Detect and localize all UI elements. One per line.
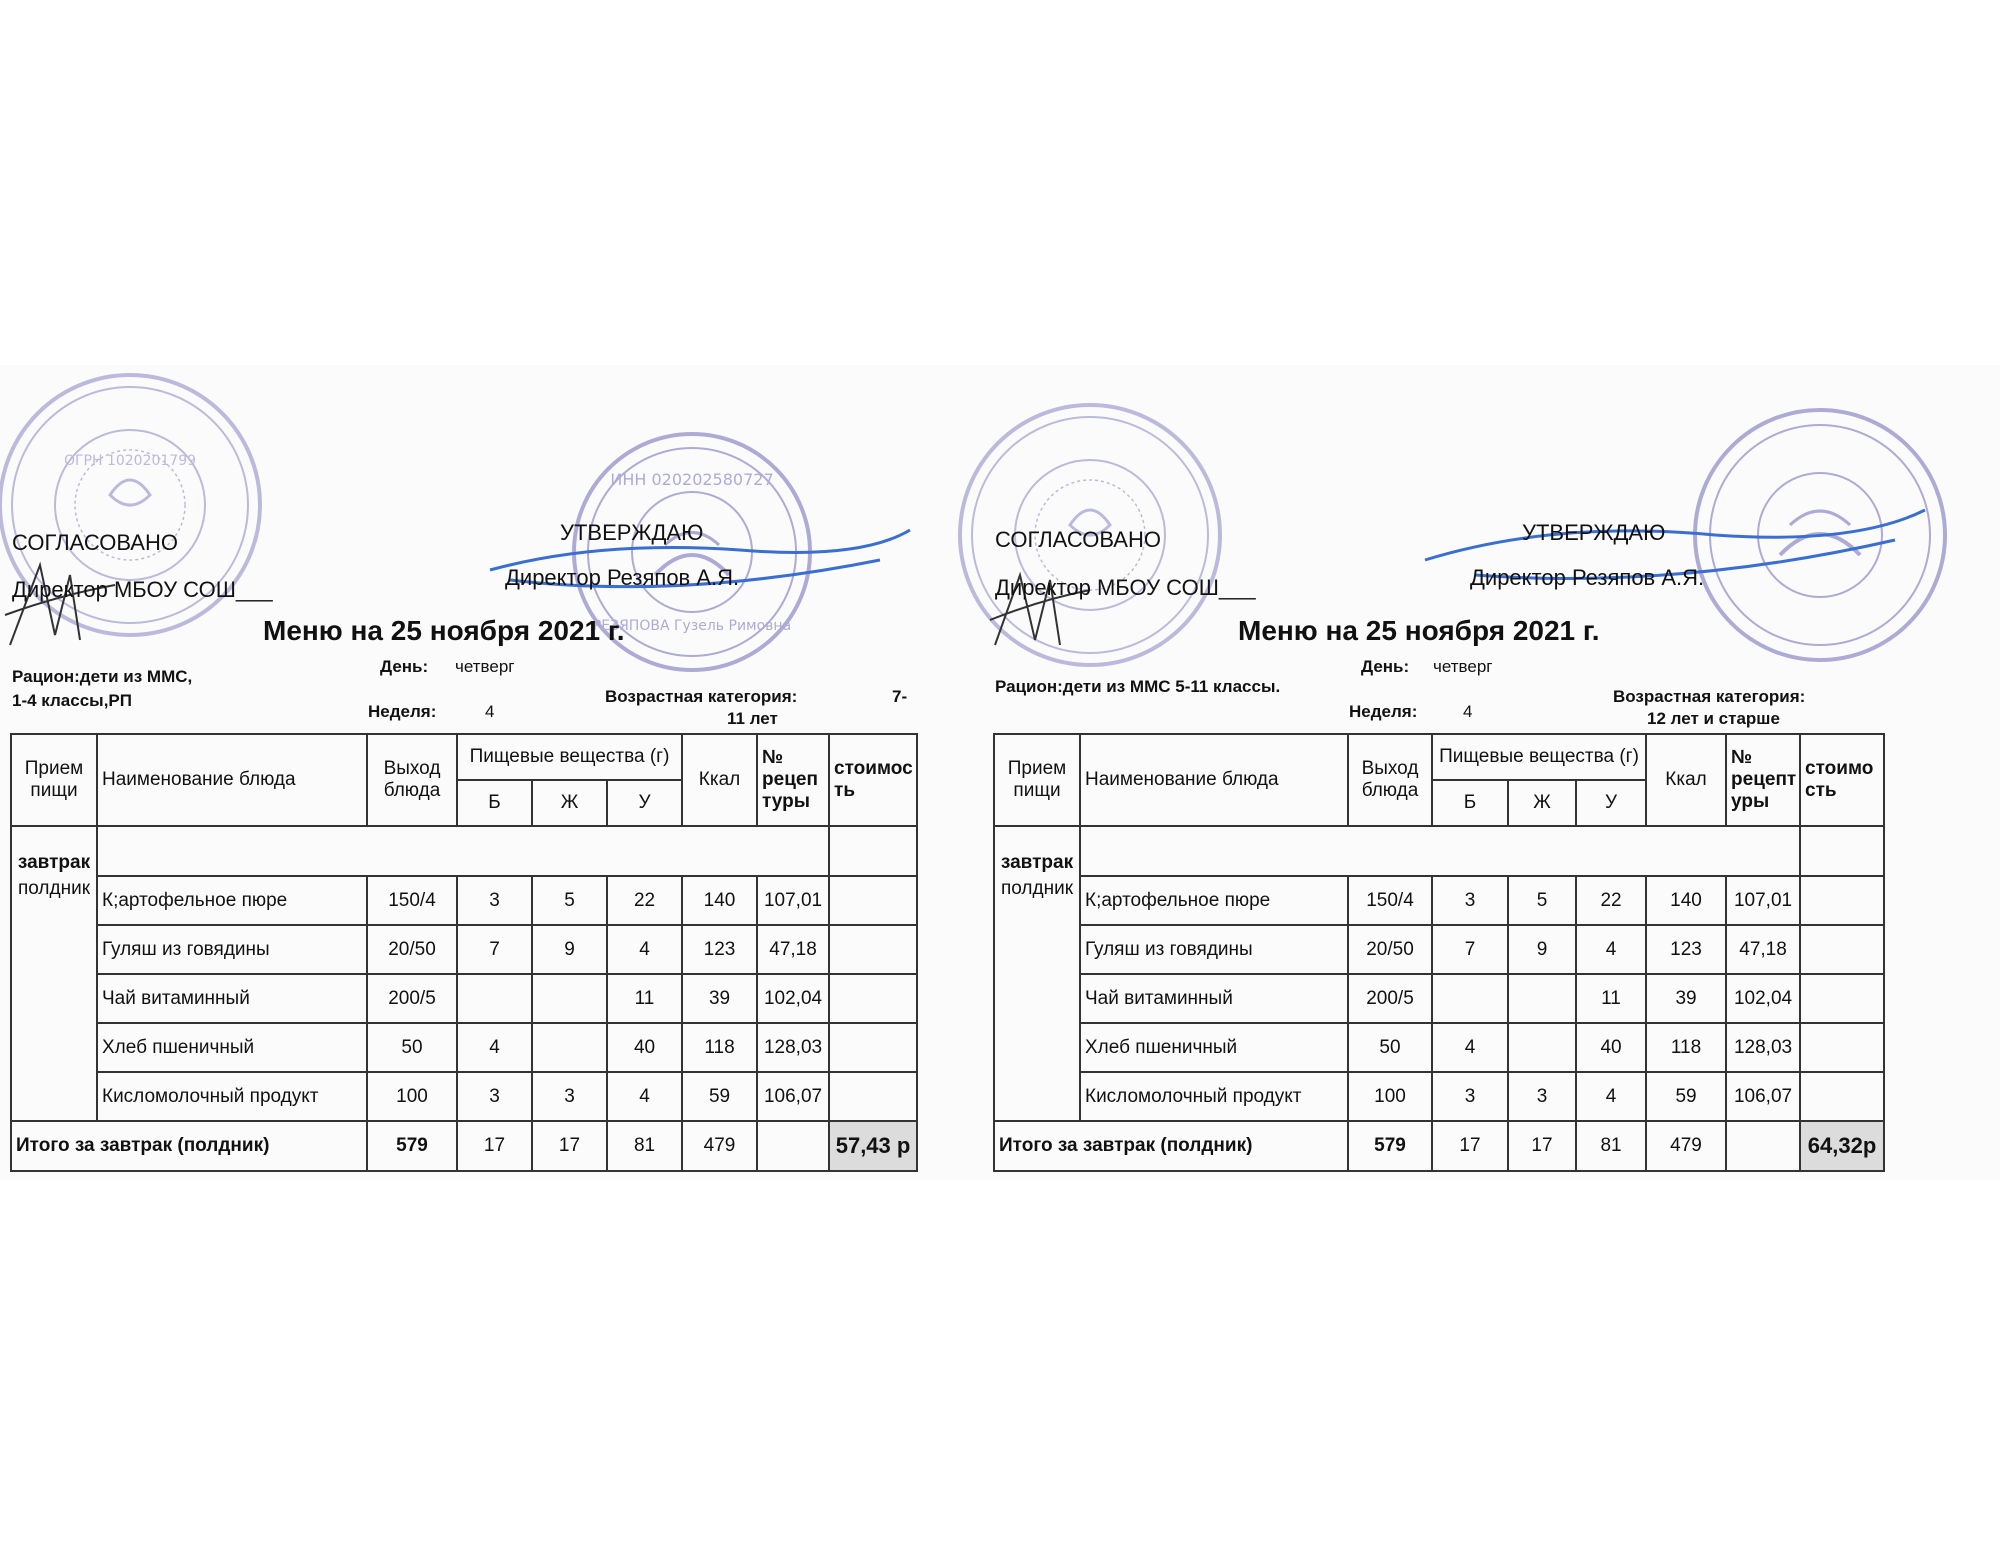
total-fat: 17: [1508, 1121, 1576, 1171]
col-header-cost: стоимо сть: [1800, 734, 1884, 826]
dish-yield: 200/5: [367, 974, 457, 1023]
dish-fat: 9: [1508, 925, 1576, 974]
dish-protein: 3: [457, 876, 532, 925]
total-carbs: 81: [607, 1121, 682, 1171]
total-row: [994, 1121, 1884, 1171]
dish-yield: 150/4: [1348, 876, 1432, 925]
menu-table: [10, 733, 918, 1172]
dish-kcal: 118: [1646, 1023, 1726, 1072]
col-header-dish: Наименование блюда: [1080, 734, 1348, 826]
col-header-fat: Ж: [532, 780, 607, 826]
col-header-cost: стоимос ть: [829, 734, 917, 826]
total-yield: 579: [367, 1121, 457, 1171]
col-header-kcal: Ккал: [682, 734, 757, 826]
col-header-recipe: № рецеп туры: [757, 734, 829, 826]
col-header-protein: Б: [1432, 780, 1508, 826]
age-category-label: Возрастная категория:: [1613, 687, 1806, 706]
dish-fat: [532, 974, 607, 1023]
dish-kcal: 39: [1646, 974, 1726, 1023]
dish-name: Кисломолочный продукт: [97, 1072, 367, 1121]
day-value: четверг: [455, 657, 515, 676]
approver-name: Директор Резяпов А.Я.: [505, 565, 740, 590]
dish-fat: 5: [1508, 876, 1576, 925]
col-header-yield: Выход блюда: [1348, 734, 1432, 826]
dish-recipe: 128,03: [757, 1023, 829, 1072]
dish-name: Гуляш из говядины: [97, 925, 367, 974]
dish-protein: 3: [1432, 876, 1508, 925]
table-row: [11, 974, 917, 1023]
total-recipe: [757, 1121, 829, 1171]
dish-yield: 150/4: [367, 876, 457, 925]
col-header-dish: Наименование блюда: [97, 734, 367, 826]
table-row: [994, 876, 1884, 925]
dish-fat: 9: [532, 925, 607, 974]
dish-kcal: 140: [1646, 876, 1726, 925]
dish-carbs: 11: [607, 974, 682, 1023]
dish-recipe: 106,07: [1726, 1072, 1800, 1121]
dish-kcal: 140: [682, 876, 757, 925]
dish-yield: 50: [1348, 1023, 1432, 1072]
col-header-kcal: Ккал: [1646, 734, 1726, 826]
menu-panel-left: [0, 365, 940, 1180]
dish-recipe: 107,01: [1726, 876, 1800, 925]
ration-label-line2: 1-4 классы,РП: [12, 691, 132, 710]
total-recipe: [1726, 1121, 1800, 1171]
dish-name: Чай витаминный: [1080, 974, 1348, 1023]
total-label: Итого за завтрак (полдник): [11, 1121, 367, 1171]
dish-cost: [1800, 1072, 1884, 1121]
col-header-recipe: № рецепт уры: [1726, 734, 1800, 826]
table-row: [11, 1023, 917, 1072]
dish-kcal: 59: [682, 1072, 757, 1121]
dish-protein: 4: [1432, 1023, 1508, 1072]
dish-yield: 20/50: [1348, 925, 1432, 974]
week-value: 4: [1463, 702, 1473, 721]
dish-recipe: 102,04: [757, 974, 829, 1023]
ration-label: Рацион:дети из ММС 5-11 классы.: [995, 677, 1281, 696]
total-row: [11, 1121, 917, 1171]
dish-kcal: 118: [682, 1023, 757, 1072]
dish-name: Чай витаминный: [97, 974, 367, 1023]
dish-cost: [1800, 974, 1884, 1023]
day-label: День:: [1361, 657, 1410, 676]
total-cost: 64,32р: [1800, 1121, 1884, 1171]
empty-row: [97, 826, 829, 876]
empty-row: [1080, 826, 1800, 876]
dish-fat: 5: [532, 876, 607, 925]
total-protein: 17: [457, 1121, 532, 1171]
week-label: Неделя:: [1349, 702, 1418, 721]
dish-cost: [829, 876, 917, 925]
total-protein: 17: [1432, 1121, 1508, 1171]
entrepreneur-seal-inn-text: ИНН 020202580727: [610, 470, 774, 489]
week-value: 4: [485, 702, 495, 721]
dish-cost: [829, 1072, 917, 1121]
dish-fat: 3: [1508, 1072, 1576, 1121]
col-header-fat: Ж: [1508, 780, 1576, 826]
school-round-seal-icon: [0, 365, 270, 645]
total-label: Итого за завтрак (полдник): [994, 1121, 1348, 1171]
dish-fat: [532, 1023, 607, 1072]
dish-kcal: 123: [682, 925, 757, 974]
menu-title: Меню на 25 ноября 2021 г.: [1238, 615, 1600, 646]
dish-protein: 3: [457, 1072, 532, 1121]
total-kcal: 479: [1646, 1121, 1726, 1171]
dish-kcal: 123: [1646, 925, 1726, 974]
dish-carbs: 4: [1576, 1072, 1646, 1121]
col-header-carbs: У: [1576, 780, 1646, 826]
dish-carbs: 22: [1576, 876, 1646, 925]
dish-cost: [1800, 1023, 1884, 1072]
dish-cost: [1800, 925, 1884, 974]
dish-recipe: 47,18: [757, 925, 829, 974]
dish-yield: 100: [1348, 1072, 1432, 1121]
total-carbs: 81: [1576, 1121, 1646, 1171]
dish-recipe: 106,07: [757, 1072, 829, 1121]
col-header-meal: Прием пищи: [994, 734, 1080, 826]
approve-heading: УТВЕРЖДАЮ: [1522, 520, 1666, 545]
col-header-nutrients: Пищевые вещества (г): [1432, 734, 1646, 780]
table-row: [994, 925, 1884, 974]
day-label: День:: [380, 657, 429, 676]
meal-label-snack: полдник: [1000, 878, 1074, 899]
dish-recipe: 128,03: [1726, 1023, 1800, 1072]
dish-yield: 200/5: [1348, 974, 1432, 1023]
approver-name: Директор Резяпов А.Я.: [1470, 565, 1705, 590]
week-label: Неделя:: [368, 702, 437, 721]
dish-name: К;артофельное пюре: [97, 876, 367, 925]
agreed-heading: СОГЛАСОВАНО: [12, 530, 178, 555]
total-yield: 579: [1348, 1121, 1432, 1171]
entrepreneur-seal-name-text: РЕЗЯПОВА Гузель Римовна: [592, 618, 792, 634]
menu-title: Меню на 25 ноября 2021 г.: [263, 615, 625, 646]
dish-fat: [1508, 974, 1576, 1023]
col-header-nutrients: Пищевые вещества (г): [457, 734, 682, 780]
total-fat: 17: [532, 1121, 607, 1171]
dish-protein: [1432, 974, 1508, 1023]
total-cost: 57,43 р: [829, 1121, 917, 1171]
dish-name: Хлеб пшеничный: [1080, 1023, 1348, 1072]
total-kcal: 479: [682, 1121, 757, 1171]
dish-name: Кисломолочный продукт: [1080, 1072, 1348, 1121]
dish-kcal: 59: [1646, 1072, 1726, 1121]
dish-name: К;артофельное пюре: [1080, 876, 1348, 925]
dish-protein: 7: [1432, 925, 1508, 974]
meal-label-snack: полдник: [17, 878, 91, 899]
table-row: [11, 876, 917, 925]
school-director-signature-icon: [985, 555, 1095, 655]
col-header-carbs: У: [607, 780, 682, 826]
ration-label: Рацион:дети из ММС,: [12, 667, 193, 686]
dish-cost: [829, 1023, 917, 1072]
col-header-yield: Выход блюда: [367, 734, 457, 826]
dish-yield: 50: [367, 1023, 457, 1072]
agreed-heading: СОГЛАСОВАНО: [995, 527, 1161, 552]
school-director-line: Директор МБОУ СОШ___: [12, 577, 273, 602]
dish-yield: 20/50: [367, 925, 457, 974]
dish-cost: [829, 974, 917, 1023]
table-row: [994, 974, 1884, 1023]
approve-heading: УТВЕРЖДАЮ: [560, 520, 704, 545]
dish-protein: 7: [457, 925, 532, 974]
dish-name: Хлеб пшеничный: [97, 1023, 367, 1072]
table-row: [11, 925, 917, 974]
dish-recipe: 107,01: [757, 876, 829, 925]
menu-table: [993, 733, 1885, 1172]
meal-label-breakfast: завтрак: [1000, 852, 1074, 873]
table-row: [11, 1072, 917, 1121]
dish-fat: [1508, 1023, 1576, 1072]
dish-kcal: 39: [682, 974, 757, 1023]
dish-protein: 3: [1432, 1072, 1508, 1121]
dish-protein: [457, 974, 532, 1023]
dish-yield: 100: [367, 1072, 457, 1121]
meal-label-breakfast: завтрак: [17, 852, 91, 873]
table-row: [994, 1072, 1884, 1121]
dish-carbs: 4: [607, 925, 682, 974]
entrepreneur-round-seal-icon: [1685, 400, 1955, 670]
dish-cost: [1800, 876, 1884, 925]
dish-protein: 4: [457, 1023, 532, 1072]
age-category-label: Возрастная категория:: [605, 687, 798, 706]
table-row: [994, 1023, 1884, 1072]
dish-carbs: 22: [607, 876, 682, 925]
dish-name: Гуляш из говядины: [1080, 925, 1348, 974]
dish-carbs: 40: [607, 1023, 682, 1072]
dish-carbs: 40: [1576, 1023, 1646, 1072]
school-director-line: Директор МБОУ СОШ___: [995, 575, 1256, 600]
dish-recipe: 47,18: [1726, 925, 1800, 974]
dish-recipe: 102,04: [1726, 974, 1800, 1023]
col-header-protein: Б: [457, 780, 532, 826]
menu-panel-right: [985, 365, 1925, 1180]
age-category-value: 7-: [892, 687, 908, 706]
age-category-value-line2: 11 лет: [727, 709, 778, 728]
day-value: четверг: [1433, 657, 1493, 676]
col-header-meal: Прием пищи: [11, 734, 97, 826]
dish-carbs: 11: [1576, 974, 1646, 1023]
dish-cost: [829, 925, 917, 974]
age-category-value: 12 лет и старше: [1647, 709, 1780, 728]
dish-fat: 3: [532, 1072, 607, 1121]
dish-carbs: 4: [1576, 925, 1646, 974]
school-seal-text: ОГРН 1020201799: [63, 453, 197, 469]
dish-carbs: 4: [607, 1072, 682, 1121]
